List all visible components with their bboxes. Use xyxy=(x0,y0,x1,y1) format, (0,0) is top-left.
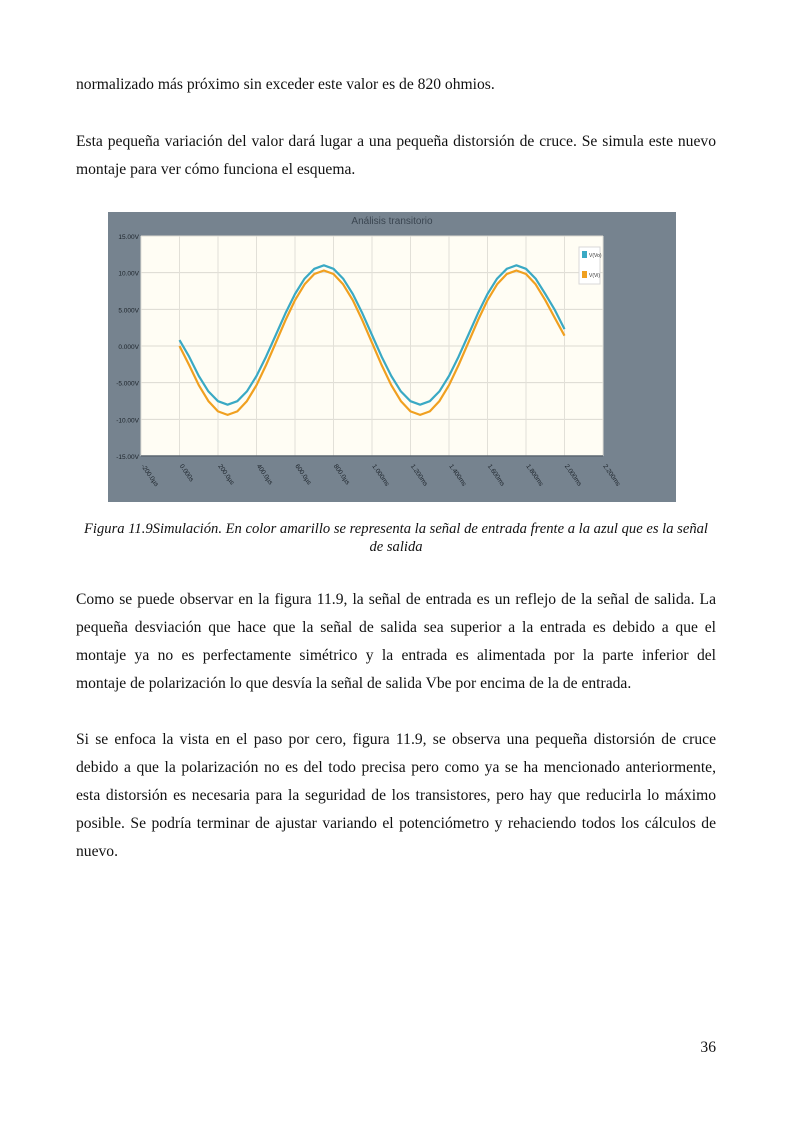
text-line: esta distorsión es necesaria para la seguridad de los transistores, pero hay que reducirla lo máximo xyxy=(76,787,716,804)
figure-caption: Figura 11.9Simulación. En color amarillo se representa la señal de entrada frente a la azul que es la señal xyxy=(84,521,708,537)
page-number: 36 xyxy=(700,1039,716,1056)
y-tick-label: 5.000V xyxy=(118,307,139,315)
x-tick-label: 200.0µs xyxy=(216,463,236,487)
legend-label: V(Vo) xyxy=(589,253,602,259)
x-tick-label: 400.0µs xyxy=(254,463,274,487)
x-tick-label: 2.200ms xyxy=(601,463,622,488)
text-line: Como se puede observar en la figura 11.9, la señal de entrada es un reflejo de la señal de salida. La xyxy=(76,591,716,608)
x-tick-label: 800.0µs xyxy=(331,463,351,487)
text-line: pequeña desviación que hace que la señal de salida sea superior a la entrada es debido a que el xyxy=(76,619,716,636)
text-line: montaje ya no es perfectamente simétrico y la entrada es alimentada por la parte inferior del xyxy=(76,647,716,664)
figure-caption-line2: de salida xyxy=(369,539,423,555)
legend-swatch xyxy=(582,251,587,258)
text-line: montaje de polarización lo que desvía la señal de salida Vbe por encima de la de entrada. xyxy=(76,675,632,692)
x-tick-label: 1.800ms xyxy=(524,463,545,488)
x-tick-label: 600.0µs xyxy=(293,463,313,487)
text-line: debido a que la polarización no es del todo precisa pero como ya se ha mencionado anteriormente, xyxy=(76,759,716,776)
x-tick-label: 2.000ms xyxy=(562,463,583,488)
text-line: nuevo. xyxy=(76,843,119,860)
x-tick-label: 1.400ms xyxy=(447,463,468,488)
y-tick-label: -10.00V xyxy=(116,417,139,425)
legend-label: V(Vi) xyxy=(589,273,601,279)
transient-analysis-chart xyxy=(108,212,676,502)
legend-swatch xyxy=(582,271,587,278)
text-line: posible. Se podría terminar de ajustar variando el potenciómetro y rehaciendo todos los cálculos de xyxy=(76,815,716,832)
text-line: normalizado más próximo sin exceder este valor es de 820 ohmios. xyxy=(76,76,495,93)
y-tick-label: 10.00V xyxy=(118,270,139,278)
x-tick-label: -200.0µs xyxy=(139,463,160,488)
y-tick-label: -15.00V xyxy=(116,454,139,461)
text-line: montaje para ver cómo funciona el esquema. xyxy=(76,161,356,178)
x-tick-label: 1.000ms xyxy=(370,463,391,488)
x-tick-label: 0.000s xyxy=(177,463,195,484)
y-tick-label: -5.000V xyxy=(116,380,139,388)
chart-title: Análisis transitorio xyxy=(351,216,433,227)
y-tick-label: 0.000V xyxy=(118,344,139,351)
x-tick-label: 1.200ms xyxy=(408,463,429,488)
y-tick-label: 15.00V xyxy=(118,234,139,241)
x-tick-label: 1.600ms xyxy=(485,463,506,488)
chart-legend xyxy=(579,247,602,284)
text-line: Esta pequeña variación del valor dará lugar a una pequeña distorsión de cruce. Se simula este nuevo xyxy=(76,133,716,150)
text-line: Si se enfoca la vista en el paso por cero, figura 11.9, se observa una pequeña distorsión de cruce xyxy=(76,731,716,748)
